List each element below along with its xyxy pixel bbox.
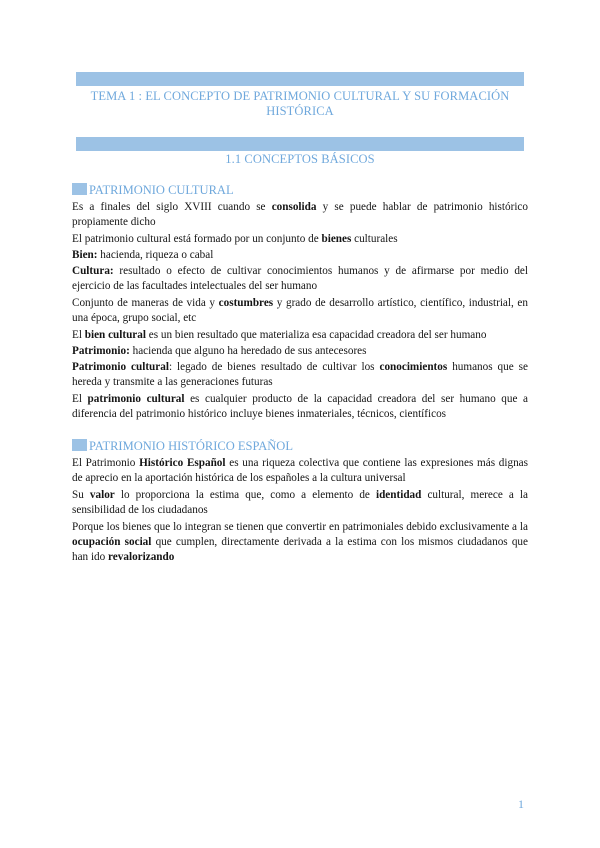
section-heading-text: PATRIMONIO CULTURAL bbox=[89, 183, 234, 197]
section-heading-text: PATRIMONIO HISTÓRICO ESPAÑOL bbox=[89, 439, 293, 453]
text-run: que cumplen, directamente derivada a la estima con los mismos ciudadanos que han ido bbox=[72, 536, 528, 563]
section-heading-patrimonio-cultural bbox=[72, 183, 234, 198]
title-band bbox=[76, 72, 524, 86]
text-run: resultado o efecto de cultivar conocimientos humanos y de afirmarse por medio del ejercicio de las facultades intelectuales del ser humano bbox=[72, 265, 528, 292]
page-number: 1 bbox=[518, 797, 524, 811]
paragraph bbox=[72, 200, 528, 230]
text-run: El patrimonio cultural está formado por un conjunto de bbox=[72, 233, 322, 245]
paragraph bbox=[72, 456, 528, 486]
paragraph bbox=[72, 232, 528, 247]
text-run: hacienda, riqueza o cabal bbox=[97, 249, 214, 261]
bold-term: conocimientos bbox=[379, 361, 448, 373]
text-run: hacienda que alguno ha heredado de sus antecesores bbox=[129, 345, 367, 357]
bold-term: ocupación social bbox=[72, 536, 152, 548]
bold-term: Histórico Español bbox=[139, 457, 226, 469]
bold-term: valor bbox=[89, 489, 115, 501]
bold-term: Bien: bbox=[72, 249, 98, 261]
paragraph bbox=[72, 264, 528, 294]
heading-marker-icon bbox=[72, 183, 87, 195]
text-run: Conjunto de maneras de vida y bbox=[72, 297, 219, 309]
bold-term: Cultura: bbox=[72, 265, 114, 277]
bold-term: bien cultural bbox=[84, 329, 146, 341]
text-run: Es a finales del siglo XVIII cuando se bbox=[72, 201, 272, 213]
text-run: El bbox=[72, 393, 88, 405]
text-run: es un bien resultado que materializa esa capacidad creadora del ser humano bbox=[145, 329, 487, 341]
bold-term: consolida bbox=[271, 201, 317, 213]
bold-term: identidad bbox=[375, 489, 422, 501]
paragraph bbox=[72, 248, 528, 263]
bold-term: revalorizando bbox=[108, 551, 175, 563]
text-run: lo proporciona la estima que, como a elemento de bbox=[114, 489, 376, 501]
bold-term: bienes bbox=[321, 233, 352, 245]
paragraph bbox=[72, 520, 528, 565]
text-run: culturales bbox=[351, 233, 398, 245]
paragraph bbox=[72, 360, 528, 390]
paragraph bbox=[72, 392, 528, 422]
paragraph bbox=[72, 328, 528, 343]
paragraph bbox=[72, 296, 528, 326]
text-run: cultural, merece a la sensibilidad de los ciudadanos bbox=[72, 489, 528, 516]
heading-marker-icon bbox=[72, 439, 87, 451]
bold-term: costumbres bbox=[218, 297, 274, 309]
bold-term: Patrimonio cultural bbox=[72, 361, 169, 373]
text-run: El Patrimonio bbox=[72, 457, 140, 469]
text-run: humanos que se hereda y transmite a las generaciones futuras bbox=[72, 361, 528, 388]
paragraph bbox=[72, 344, 528, 359]
bold-term: Patrimonio: bbox=[72, 345, 130, 357]
page-title: TEMA 1 : EL CONCEPTO DE PATRIMONIO CULTURAL Y SU FORMACIÓN HISTÓRICA bbox=[90, 89, 510, 118]
text-run: es cualquier producto de la capacidad creadora del ser humano que a diferencia del patrimonio histórico incluye bienes inmateriales, técnicos, científicos bbox=[72, 393, 528, 420]
text-run: y grado de desarrollo artístico, científico, industrial, en una época, grupo social, etc bbox=[72, 297, 528, 324]
paragraph bbox=[72, 488, 528, 518]
text-run: es una riqueza colectiva que contiene las expresiones más dignas de aprecio en la aportación histórica de los españoles a la cultura universal bbox=[72, 457, 528, 484]
text-run: Su bbox=[72, 489, 90, 501]
text-run: Porque los bienes que lo integran se tienen que convertir en patrimoniales debido exclusivamente a la bbox=[72, 521, 528, 533]
text-run: El bbox=[72, 329, 85, 341]
text-run: : legado de bienes resultado de cultivar los bbox=[168, 361, 380, 373]
subtitle-band bbox=[76, 137, 524, 151]
page-subtitle: 1.1 CONCEPTOS BÁSICOS bbox=[225, 152, 375, 166]
bold-term: patrimonio cultural bbox=[87, 393, 185, 405]
section-heading-patrimonio-historico bbox=[72, 439, 293, 454]
text-run: y se puede hablar de patrimonio histórico propiamente dicho bbox=[72, 201, 528, 228]
